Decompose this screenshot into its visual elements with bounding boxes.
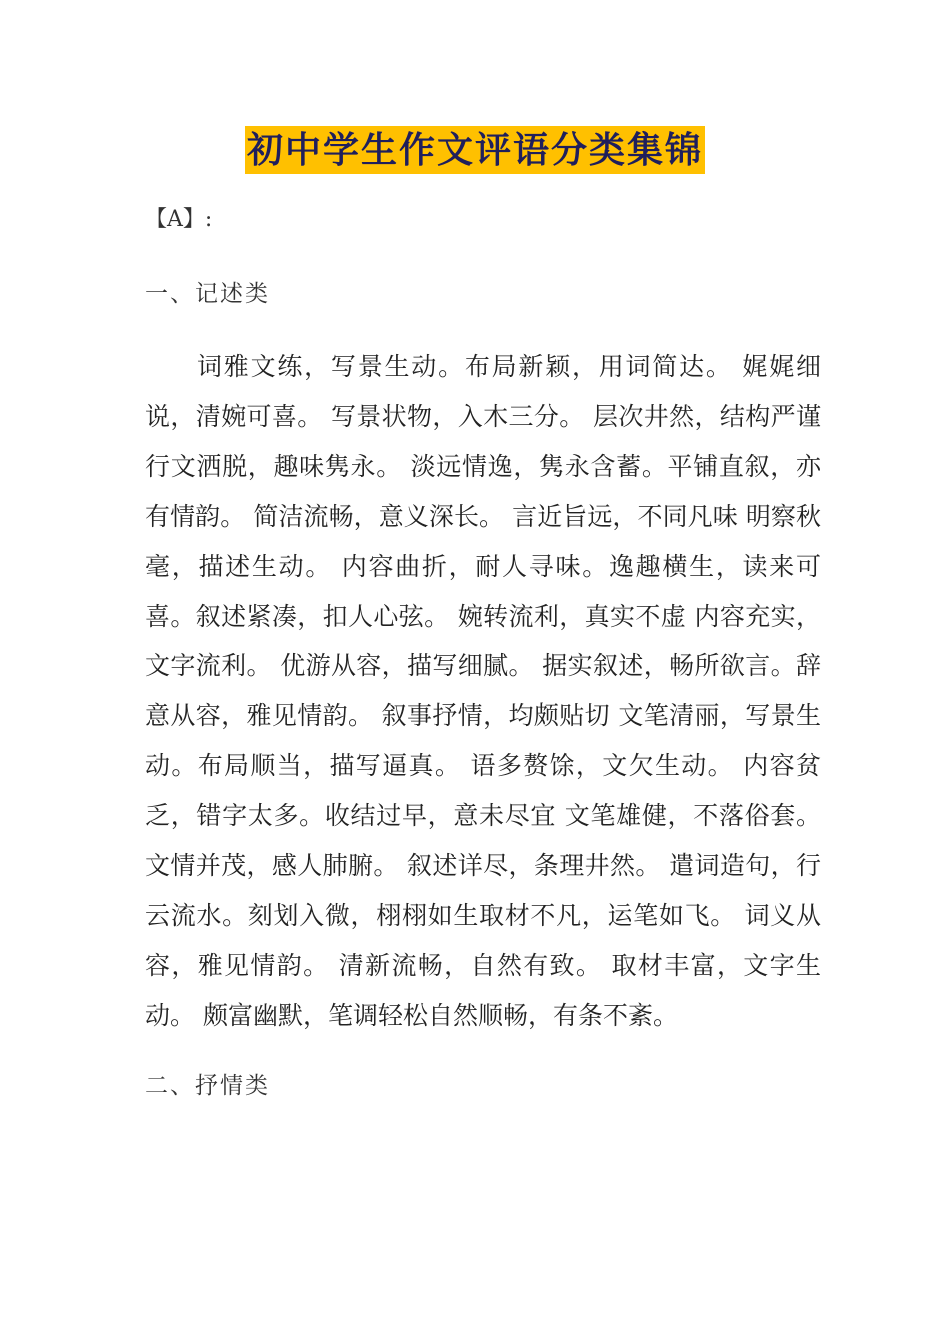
section-heading-lyrical: 二、抒情类: [145, 1073, 270, 1099]
section-heading-narrative: 一、记述类: [145, 281, 270, 307]
narrative-comments-paragraph: 词雅文练，写景生动。布局新颖，用词简达。 娓娓细说，清婉可喜。 写景状物，入木三分。 层次井然，结构严谨行文洒脱，趣味隽永。 淡远情逸，隽永含蓄。平铺直叙，亦有情韵。 简洁流畅，意义深长。 言近旨远，不同凡味 明察秋毫，描述生动。 内容曲折，耐人寻味。逸趣横生，读来可喜。叙述紧凑，扣人心弦。 婉转流利，真实不虚 内容充实，文字流利。 优游从容，描写细腻。 据实叙述，畅所欲言。辞意从容，雅见情韵。 叙事抒情，均颇贴切 文笔清丽，写景生动。布局顺当，描写逼真。 语多赘馀，文欠生动。 内容贫乏，错字太多。收结过早，意未尽宜 文笔雄健，不落俗套。 文情并茂，感人肺腑。 叙述详尽，条理井然。 遣词造句，行云流水。刻划入微，栩栩如生取材不凡，运笔如飞。 词义从容，雅见情韵。 清新流畅，自然有致。 取材丰富，文字生动。 颇富幽默，笔调轻松自然顺畅，有条不紊。: [145, 352, 821, 1030]
section-label-a: 【A】:: [145, 207, 213, 232]
document-title: 初中学生作文评语分类集锦: [245, 126, 705, 174]
title-container: [0, 126, 950, 174]
